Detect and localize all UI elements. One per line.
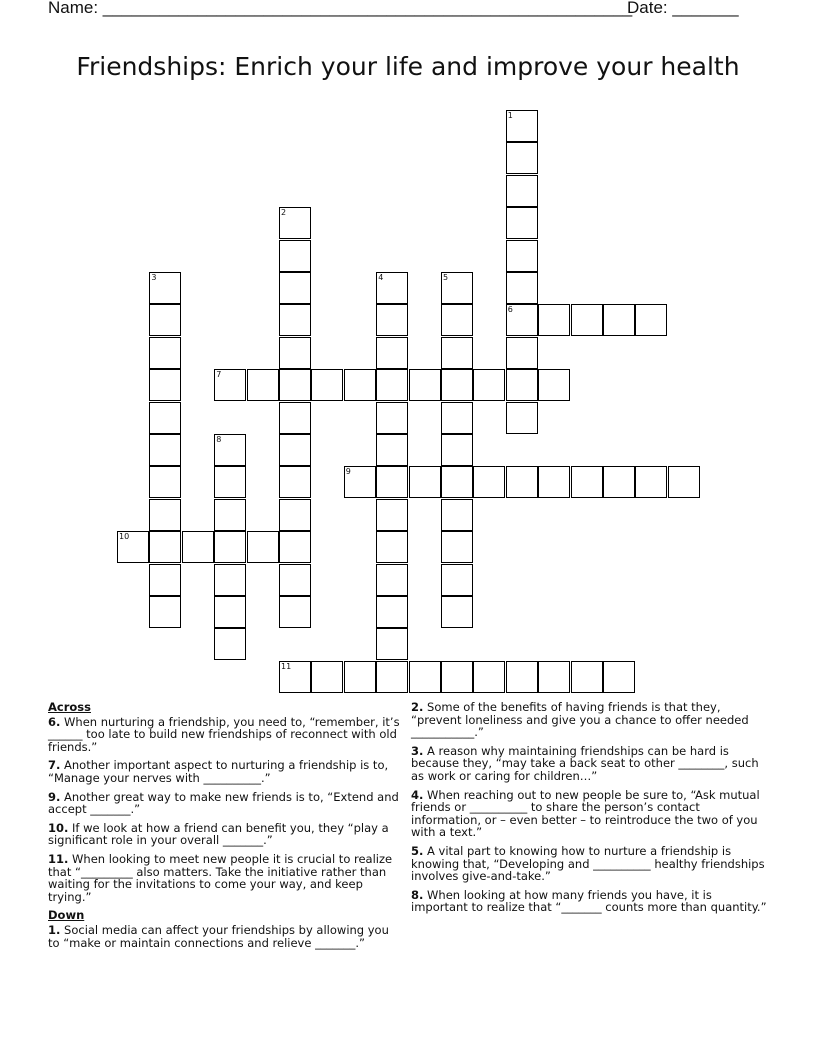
clue-text: If we look at how a friend can benefit you, they “play a significant role in your overall _______.”: [48, 820, 389, 848]
crossword-cell[interactable]: [279, 402, 311, 434]
crossword-cell[interactable]: [279, 304, 311, 336]
clue-number-label: 10.: [48, 820, 69, 835]
crossword-cell[interactable]: [311, 369, 343, 401]
clue-text: When nurturing a friendship, you need to, “remember, it’s ______ too late to build new friendships of reconnect with old friends.”: [48, 714, 400, 754]
clue-text: A reason why maintaining friendships can be hard is because they, “may take a back seat to other ________, such as work or caring for children…”: [411, 743, 759, 783]
crossword-cell[interactable]: [506, 369, 538, 401]
crossword-cell[interactable]: [214, 369, 246, 401]
crossword-cell[interactable]: [247, 531, 279, 563]
clue-number: 11: [281, 661, 292, 671]
clue-item: [48, 791, 404, 816]
clue-number: 1: [507, 111, 513, 120]
clue-text: When looking to meet new people it is crucial to realize that “_________ also matters. Take the initiative rather than waiting for the invitations to come your way, and keep trying.”: [48, 851, 393, 904]
crossword-cell[interactable]: [279, 564, 311, 596]
clue-text: When reaching out to new people be sure to, “Ask mutual friends or __________ to share the person’s contact information, or – even better – to reintroduce the two of you with a text.”: [411, 787, 760, 840]
crossword-cell[interactable]: [473, 466, 505, 498]
crossword-cell[interactable]: [376, 272, 408, 304]
clue-item: [48, 716, 404, 754]
clue-number-label: 4.: [411, 787, 424, 802]
crossword-cell[interactable]: [149, 304, 181, 336]
crossword-cell[interactable]: [473, 369, 505, 401]
clue-number: 6: [507, 305, 513, 315]
crossword-cell[interactable]: [279, 369, 311, 401]
crossword-cell[interactable]: [149, 564, 181, 596]
crossword-cell[interactable]: [376, 337, 408, 369]
crossword-cell[interactable]: [376, 402, 408, 434]
crossword-cell[interactable]: [279, 499, 311, 531]
crossword-cell[interactable]: [182, 531, 214, 563]
clue-number: 9: [345, 467, 351, 477]
crossword-cell[interactable]: [409, 369, 441, 401]
date-field-label: Date: _______: [627, 0, 739, 17]
clue-item: [48, 822, 404, 847]
crossword-cell[interactable]: [441, 499, 473, 531]
crossword-cell[interactable]: [279, 596, 311, 628]
crossword-cell[interactable]: [149, 499, 181, 531]
crossword-cell[interactable]: [214, 596, 246, 628]
crossword-cell[interactable]: [635, 466, 667, 498]
crossword-cell[interactable]: [603, 466, 635, 498]
clue-number: 7: [216, 370, 222, 380]
clue-text: A vital part to knowing how to nurture a friendship is knowing that, “Developing and __________ healthy friendships involves give-and-take.”: [411, 843, 765, 884]
crossword-cell[interactable]: [538, 466, 570, 498]
crossword-cell[interactable]: [344, 369, 376, 401]
crossword-cell[interactable]: [571, 661, 603, 693]
clue-item: [48, 853, 404, 903]
down-clue-list: [48, 924, 404, 949]
crossword-cell[interactable]: [441, 337, 473, 369]
clue-number-label: 1.: [48, 922, 61, 937]
crossword-cell[interactable]: [441, 596, 473, 628]
crossword-cell[interactable]: [214, 628, 246, 660]
name-field-label: Name: ________________________________________________________: [48, 0, 633, 17]
crossword-cell[interactable]: [441, 272, 473, 304]
crossword-cell[interactable]: [214, 434, 246, 466]
crossword-cell[interactable]: [149, 272, 181, 304]
clue-number-label: 11.: [48, 851, 69, 866]
puzzle-title: Friendships: Enrich your life and improve your health: [76, 52, 740, 81]
crossword-cell[interactable]: [279, 434, 311, 466]
clue-number-label: 5.: [411, 843, 424, 858]
crossword-cell[interactable]: [441, 564, 473, 596]
crossword-cell[interactable]: [506, 110, 538, 142]
clue-item: [48, 924, 404, 949]
across-clue-list: [48, 716, 404, 904]
crossword-cell[interactable]: [441, 661, 473, 693]
crossword-cell[interactable]: [376, 369, 408, 401]
crossword-cell[interactable]: [214, 531, 246, 563]
crossword-cell[interactable]: [506, 240, 538, 272]
crossword-cell[interactable]: [279, 661, 311, 693]
across-heading: Across: [48, 700, 91, 714]
clue-text: Another important aspect to nurturing a friendship is to, “Manage your nerves with __________.”: [48, 758, 389, 785]
crossword-cell[interactable]: [279, 240, 311, 272]
clue-number: 3: [151, 273, 157, 282]
clue-item: [48, 759, 404, 784]
clue-item: [411, 889, 771, 914]
clue-number: 5: [443, 273, 449, 282]
clue-number-label: 2.: [411, 700, 424, 714]
crossword-cell[interactable]: [149, 596, 181, 628]
crossword-cell[interactable]: [441, 434, 473, 466]
crossword-cell[interactable]: [603, 661, 635, 693]
clue-item: [411, 745, 771, 783]
crossword-cell[interactable]: [538, 304, 570, 336]
crossword-cell[interactable]: [376, 531, 408, 563]
clue-number-label: 7.: [48, 758, 61, 773]
clue-number: 4: [378, 273, 384, 282]
clue-number: 8: [216, 435, 222, 444]
clues-left-column: [48, 701, 404, 949]
crossword-cell[interactable]: [441, 402, 473, 434]
crossword-cell[interactable]: [441, 466, 473, 498]
clue-text: Some of the benefits of having friends is that they, “prevent loneliness and give you a chance to offer needed ___________.”: [411, 700, 749, 740]
crossword-cell[interactable]: [376, 596, 408, 628]
crossword-cell[interactable]: [376, 661, 408, 693]
crossword-cell[interactable]: [571, 466, 603, 498]
crossword-cell[interactable]: [506, 142, 538, 174]
clue-number-label: 3.: [411, 743, 424, 758]
clue-number-label: 8.: [411, 887, 424, 902]
crossword-cell[interactable]: [247, 369, 279, 401]
crossword-cell[interactable]: [214, 499, 246, 531]
clue-item: [411, 789, 771, 839]
crossword-cell[interactable]: [538, 369, 570, 401]
crossword-cell[interactable]: [149, 531, 181, 563]
crossword-cell[interactable]: [279, 466, 311, 498]
crossword-cell[interactable]: [506, 175, 538, 207]
clue-number: 10: [119, 532, 130, 542]
crossword-cell[interactable]: [279, 531, 311, 563]
crossword-cell[interactable]: [117, 531, 149, 563]
down-clue-list-continued: [411, 701, 771, 914]
crossword-cell[interactable]: [311, 661, 343, 693]
crossword-cell[interactable]: [506, 661, 538, 693]
crossword-cell[interactable]: [376, 466, 408, 498]
crossword-cell[interactable]: [506, 402, 538, 434]
crossword-cell[interactable]: [441, 531, 473, 563]
crossword-cell[interactable]: [279, 337, 311, 369]
crossword-cell[interactable]: [149, 466, 181, 498]
crossword-cell[interactable]: [506, 466, 538, 498]
crossword-cell[interactable]: [214, 564, 246, 596]
crossword-cell[interactable]: [149, 369, 181, 401]
crossword-cell[interactable]: [376, 304, 408, 336]
clue-text: Social media can affect your friendships by allowing you to “make or maintain connections and relieve _______.”: [48, 922, 389, 950]
crossword-cell[interactable]: [344, 466, 376, 498]
clue-item: [411, 845, 771, 883]
crossword-cell[interactable]: [376, 628, 408, 660]
crossword-cell[interactable]: [571, 304, 603, 336]
crossword-cell[interactable]: [603, 304, 635, 336]
crossword-cell[interactable]: [149, 337, 181, 369]
crossword-cell[interactable]: [149, 434, 181, 466]
clue-text: Another great way to make new friends is to, “Extend and accept _______.”: [48, 789, 399, 817]
crossword-cell[interactable]: [441, 304, 473, 336]
down-heading: Down: [48, 908, 85, 923]
crossword-cell[interactable]: [473, 661, 505, 693]
clue-item: [411, 701, 771, 739]
crossword-cell[interactable]: [376, 434, 408, 466]
crossword-cell[interactable]: [214, 466, 246, 498]
clue-number-label: 6.: [48, 714, 61, 729]
crossword-cell[interactable]: [279, 272, 311, 304]
crossword-cell[interactable]: [409, 661, 441, 693]
crossword-cell[interactable]: [344, 661, 376, 693]
crossword-cell[interactable]: [376, 564, 408, 596]
crossword-cell[interactable]: [506, 304, 538, 336]
crossword-cell[interactable]: [376, 499, 408, 531]
crossword-cell[interactable]: [506, 207, 538, 239]
clue-number-label: 9.: [48, 789, 61, 804]
crossword-cell[interactable]: [149, 402, 181, 434]
crossword-cell[interactable]: [409, 466, 441, 498]
crossword-cell[interactable]: [635, 304, 667, 336]
clue-number: 2: [281, 208, 287, 218]
clues-right-column: [411, 701, 771, 920]
crossword-cell[interactable]: [668, 466, 700, 498]
crossword-cell[interactable]: [538, 661, 570, 693]
crossword-cell[interactable]: [506, 272, 538, 304]
clue-text: When looking at how many friends you have, it is important to realize that “_______ counts more than quantity.”: [411, 887, 767, 915]
crossword-cell[interactable]: [506, 337, 538, 369]
crossword-cell[interactable]: [441, 369, 473, 401]
crossword-cell[interactable]: [279, 207, 311, 239]
